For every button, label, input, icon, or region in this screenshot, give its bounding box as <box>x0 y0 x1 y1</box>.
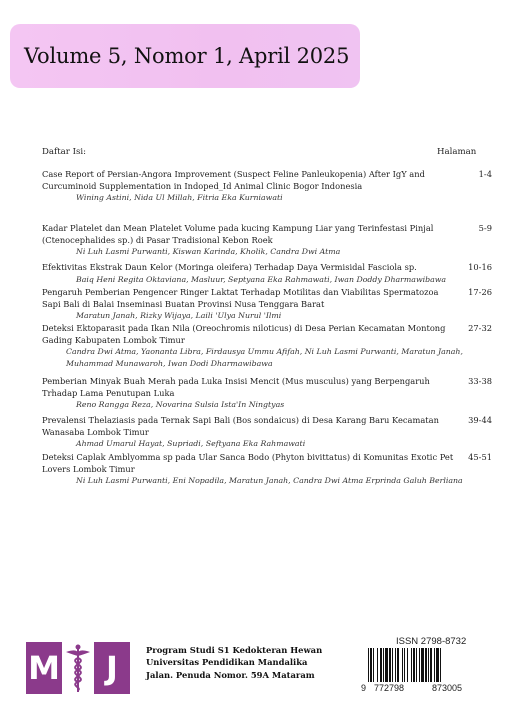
toc-entry-7 <box>42 415 492 450</box>
barcode-bar <box>407 648 408 682</box>
barcode-bar <box>397 648 399 682</box>
entry-pages: 17-26 <box>468 287 492 297</box>
toc-entry-5 <box>42 323 492 369</box>
barcode-bar <box>416 648 417 682</box>
entry-authors: Ni Luh Lasmi Purwanti, Eni Nopadila, Maratun Janah, Candra Dwi Atma Erprinda Galuh Berliana <box>76 476 463 486</box>
entry-pages: 45-51 <box>468 452 492 462</box>
page-column-label: Halaman <box>437 147 477 157</box>
toc-entry-2 <box>42 223 492 258</box>
toc-entry-4 <box>42 287 492 322</box>
barcode-bar <box>373 648 374 682</box>
journal-logo <box>26 642 126 694</box>
entry-pages: 33-38 <box>468 376 492 386</box>
barcode-bar <box>377 648 378 682</box>
institution-address <box>146 644 322 681</box>
toc-entry-8 <box>42 452 492 487</box>
barcode-bar <box>395 648 396 682</box>
entry-authors: Candra Dwi Atma, Yaonanta Libra, Firdausya Ummu Afifah, Ni Luh Lasmi Purwanti, Maratun Janah, Muhammad Munawaroh, Iwan Dodi Dharmawibawa <box>66 347 463 368</box>
toc-entry-3 <box>42 262 492 285</box>
caduceus-icon <box>62 642 94 694</box>
entry-pages: 39-44 <box>468 415 492 425</box>
barcode-bar <box>402 648 403 682</box>
barcode-bar <box>385 648 388 682</box>
entry-authors: Baiq Heni Regita Oktaviana, Masluur, Septyana Eka Rahmawati, Iwan Doddy Dharmawibawa <box>76 274 447 284</box>
address-line: Program Studi S1 Kedokteran Hewan <box>146 645 323 655</box>
entry-pages: 27-32 <box>468 323 492 333</box>
barcode-bar <box>436 648 439 682</box>
entry-pages: 5-9 <box>478 223 492 233</box>
barcode-bar <box>440 648 441 682</box>
barcode-bar <box>411 648 412 682</box>
barcode-bar <box>370 648 372 682</box>
entry-title: Deteksi Ektoparasit pada Ikan Nila (Oreochromis niloticus) di Desa Perian Kecamatan Montong Gading Kabupaten Lombok Timur <box>42 323 446 345</box>
address-line: Jalan. Penuda Nomor. 59A Mataram <box>146 669 315 680</box>
entry-authors: Ahmad Umarul Hayat, Supriadi, Seftyana Eka Rahmawati <box>76 439 306 449</box>
barcode-bar <box>404 648 405 682</box>
entry-title: Efektivitas Ekstrak Daun Kelor (Moringa oleifera) Terhadap Daya Vermisidal Fasciola sp. <box>42 262 417 272</box>
logo-letter-j: J <box>94 642 130 694</box>
barcode-bar <box>419 648 420 682</box>
entry-authors: Maratun Janah, Rizky Wijaya, Laili 'Ulya Nurul 'Ilmi <box>76 311 282 321</box>
barcode-bar <box>389 648 391 682</box>
entry-authors: Ni Luh Lasmi Purwanti, Kiswan Karinda, Kholik, Candra Dwi Atma <box>76 247 341 257</box>
barcode-digits-left: 772798 <box>374 683 405 693</box>
address-line: Universitas Pendidikan Mandalika <box>146 657 308 668</box>
entry-title: Pemberian Minyak Buah Merah pada Luka Insisi Mencit (Mus musculus) yang Berpengaruh Trhadap Lama Penutupan Luka <box>42 376 430 398</box>
barcode-digits-right: 873005 <box>432 683 463 693</box>
entry-title: Pengaruh Pemberian Pengencer Ringer Laktat Terhadap Motilitas dan Viabilitas Spermatozoa Sapi Bali di Balai Inseminasi Buatan Provinsi Nusa Tenggara Barat <box>42 287 439 309</box>
entry-title: Deteksi Caplak Amblyomma sp pada Ular Sanca Bodo (Phyton bivittatus) di Komunitas Exotic Pet Lovers Lombok Timur <box>42 452 454 474</box>
toc-entry-6 <box>42 376 492 411</box>
barcode-bar <box>413 648 415 682</box>
entry-authors: Wining Astini, Nida Ul Millah, Fitria Eka Kurniawati <box>76 193 283 203</box>
barcode-bar <box>383 648 384 682</box>
barcode-bar <box>421 648 424 682</box>
barcode-bar <box>434 648 435 682</box>
barcode-digit-lead: 9 <box>361 683 367 693</box>
barcode-bar <box>380 648 382 682</box>
entry-title: Prevalensi Thelaziasis pada Ternak Sapi Bali (Bos sondaicus) di Desa Karang Baru Kecamatan Wanasaba Lombok Timur <box>42 415 439 437</box>
entry-title: Kadar Platelet dan Mean Platelet Volume pada kucing Kampung Liar yang Terinfestasi Pinjal (Ctenocephalides sp.) di Pasar Tradisional Kebon Roek <box>42 223 434 245</box>
issn-label: ISSN 2798-8732 <box>396 636 467 647</box>
barcode-bar <box>428 648 429 682</box>
entry-pages: 1-4 <box>478 169 492 179</box>
entry-authors: Reno Rangga Reza, Novarina Sulsia Ista'In Ningtyas <box>76 400 285 410</box>
entry-pages: 10-16 <box>468 262 492 272</box>
barcode-bar <box>368 648 369 682</box>
logo-letter-m: M <box>26 642 62 694</box>
toc-label: Daftar Isi: <box>42 147 87 157</box>
toc-entry-1 <box>42 169 492 204</box>
entry-title: Case Report of Persian-Angora Improvement (Suspect Feline Panleukopenia) After IgY and Curcuminoid Supplementation in Indoped_Id Animal Clinic Bogor Indonesia <box>42 169 425 191</box>
volume-title: Volume 5, Nomor 1, April 2025 <box>24 44 350 68</box>
barcode-bar <box>430 648 432 682</box>
barcode-bar <box>425 648 427 682</box>
barcode-bar <box>392 648 393 682</box>
